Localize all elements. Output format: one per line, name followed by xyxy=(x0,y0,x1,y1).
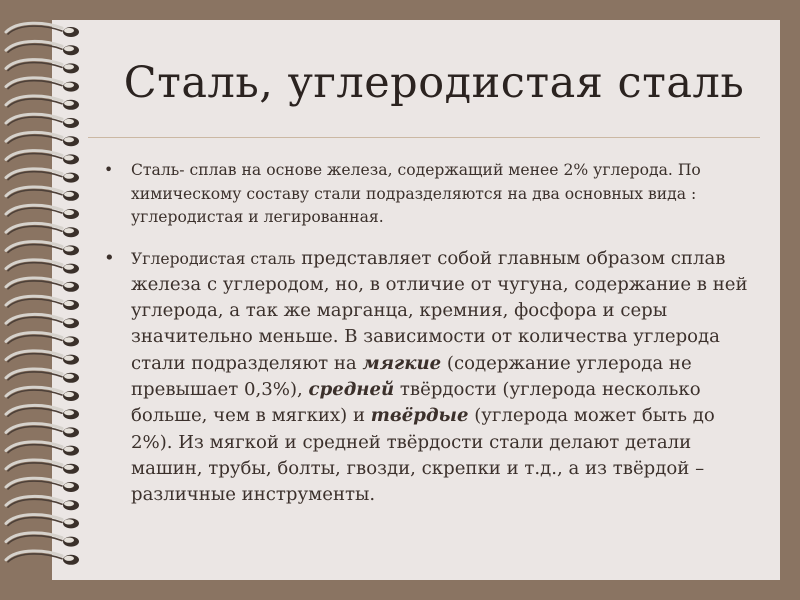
binding-ring xyxy=(6,223,79,237)
slide-body xyxy=(104,159,754,508)
carbon-steel-text-part2: (содержание углерода не превышает 0,3%), xyxy=(131,352,692,400)
binding-ring xyxy=(6,242,79,256)
bullet-paragraph-carbon-steel xyxy=(104,246,754,509)
carbon-steel-text-part3: твёрдости (углерода несколько больше, чем в мягких) и xyxy=(131,378,701,427)
binding-ring xyxy=(6,496,79,510)
binding-ring xyxy=(6,424,79,438)
binding-ring xyxy=(6,533,79,547)
spiral-binding-rings xyxy=(0,18,90,578)
binding-ring xyxy=(6,478,79,492)
binding-ring xyxy=(6,515,79,529)
binding-ring xyxy=(6,96,79,110)
binding-ring xyxy=(6,60,79,74)
binding-ring xyxy=(6,351,79,365)
binding-ring xyxy=(6,41,79,55)
binding-ring xyxy=(6,78,79,92)
binding-ring xyxy=(6,460,79,474)
term-hard: твёрдые xyxy=(370,405,469,427)
carbon-steel-lead: Углеродистая сталь xyxy=(131,249,296,268)
binding-ring xyxy=(6,551,79,565)
carbon-steel-text-part1: представляет собой главным образом сплав железа с углеродом, но, в отличие от чугуна, содержание в ней углерода, а так же марганца, кремния, фосфора и серы значительно меньше. В зависимости от количества углерода стали подразделяют на xyxy=(131,247,748,374)
binding-ring xyxy=(6,387,79,401)
binding-ring xyxy=(6,442,79,456)
definition-text: Сталь- сплав на основе железа, содержащий менее 2% углерода. По химическому составу стали подразделяются на два основных вида : углеродистая и легированная. xyxy=(131,161,701,226)
binding-ring xyxy=(6,369,79,383)
bullet-marker: • xyxy=(104,247,115,269)
binding-ring xyxy=(6,314,79,328)
binding-ring xyxy=(6,132,79,146)
term-medium: средней xyxy=(308,378,395,400)
binding-ring xyxy=(6,405,79,419)
binding-ring xyxy=(6,260,79,274)
bullet-paragraph-definition xyxy=(104,159,754,230)
binding-ring xyxy=(6,205,79,219)
binding-ring xyxy=(6,23,79,37)
title-divider xyxy=(88,137,760,138)
term-soft: мягкие xyxy=(362,352,442,374)
binding-ring xyxy=(6,169,79,183)
bullet-marker: • xyxy=(104,161,114,179)
slide-title: Сталь, углеродистая сталь xyxy=(123,58,745,108)
binding-ring xyxy=(6,187,79,201)
binding-ring xyxy=(6,296,79,310)
binding-ring xyxy=(6,278,79,292)
binding-ring xyxy=(6,333,79,347)
carbon-steel-text-part4: (углерода может быть до 2%). Из мягкой и средней твёрдости стали делают детали машин, трубы, болты, гвозди, скрепки и т.д., а из твёрдой – различные инструменты. xyxy=(131,405,715,506)
binding-ring xyxy=(6,114,79,128)
binding-ring xyxy=(6,151,79,165)
